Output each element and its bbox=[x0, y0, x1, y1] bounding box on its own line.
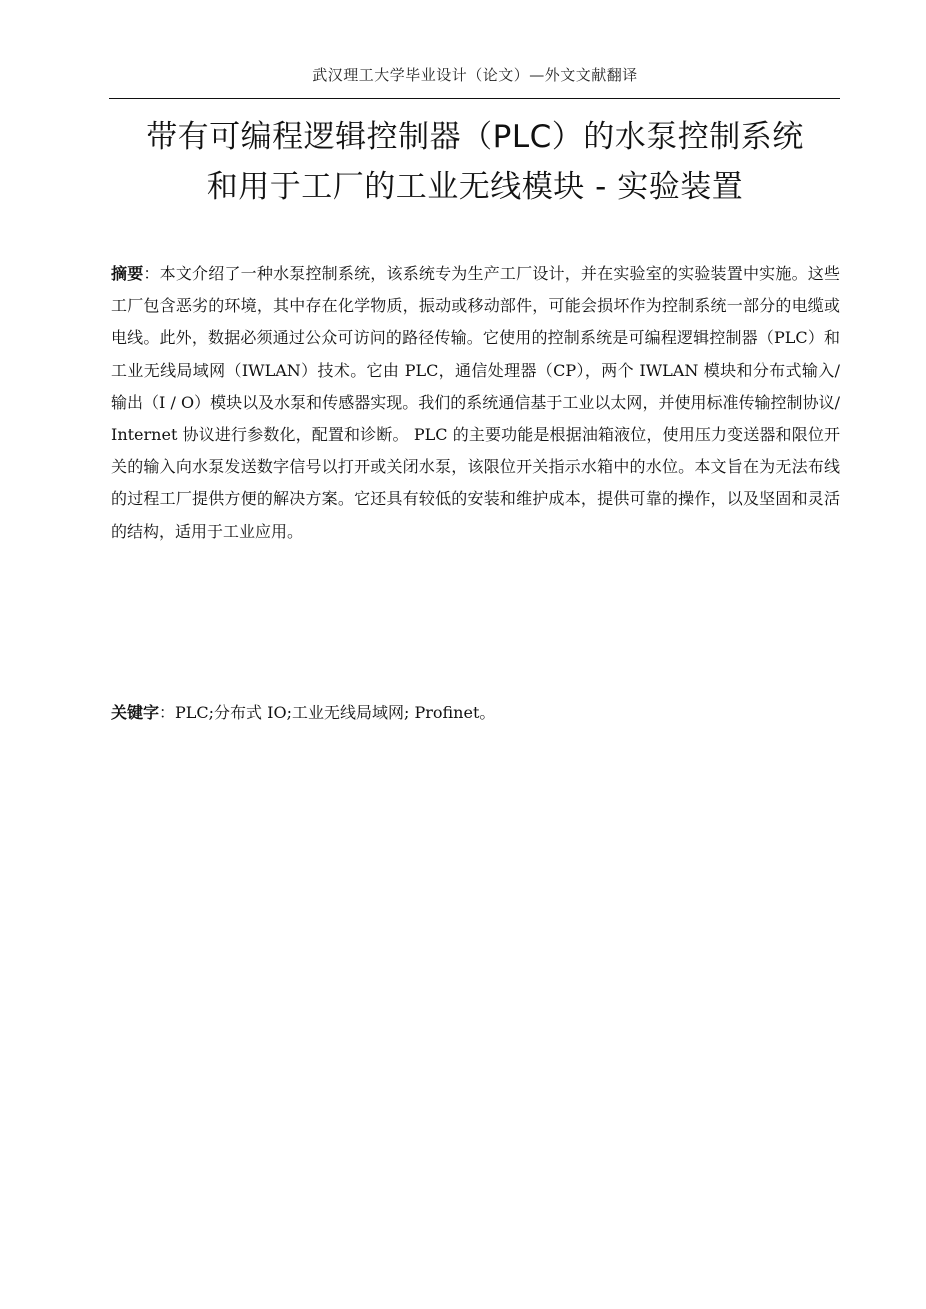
keywords-line bbox=[111, 699, 840, 727]
title-line-1: 带有可编程逻辑控制器（PLC）的水泵控制系统 bbox=[146, 119, 804, 155]
abstract-paragraph bbox=[111, 258, 840, 548]
keywords-separator: ： bbox=[159, 703, 176, 722]
header-divider bbox=[109, 98, 840, 99]
abstract-text: 本文介绍了一种水泵控制系统，该系统专为生产工厂设计，并在实验室的实验装置中实施。这些工厂包含恶劣的环境，其中存在化学物质，振动或移动部件，可能会损坏作为控制系统一部分的电缆或电线。此外，数据必须通过公众可访问的路径传输。它使用的控制系统是可编程逻辑控制器（PLC）和工业无线局域网（IWLAN）技术。它由 PLC，通信处理器（CP），两个 IWLAN 模块和分布式输入/输出（I / O）模块以及水泵和传感器实现。我们的系统通信基于工业以太网，并使用标准传输控制协议/ Internet 协议进行参数化，配置和诊断。 PLC 的主要功能是根据油箱液位，使用压力变送器和限位开关的输入向水泵发送数字信号以打开或关闭水泵，该限位开关指示水箱中的水位。本文旨在为无法布线的过程工厂提供方便的解决方案。它还具有较低的安装和维护成本，提供可靠的操作，以及坚固和灵活的结构，适用于工业应用。 bbox=[111, 264, 840, 541]
keywords-label: 关键字 bbox=[111, 703, 160, 722]
abstract-label: 摘要 bbox=[111, 264, 144, 283]
running-header: 武汉理工大学毕业设计（论文）—外文文献翻译 bbox=[312, 66, 638, 84]
title-line-2: 和用于工厂的工业无线模块 - 实验装置 bbox=[206, 169, 744, 205]
paper-title bbox=[90, 112, 860, 212]
abstract-separator: ： bbox=[143, 264, 160, 283]
keywords-text: PLC;分布式 IO;工业无线局域网; Profinet。 bbox=[175, 703, 496, 722]
